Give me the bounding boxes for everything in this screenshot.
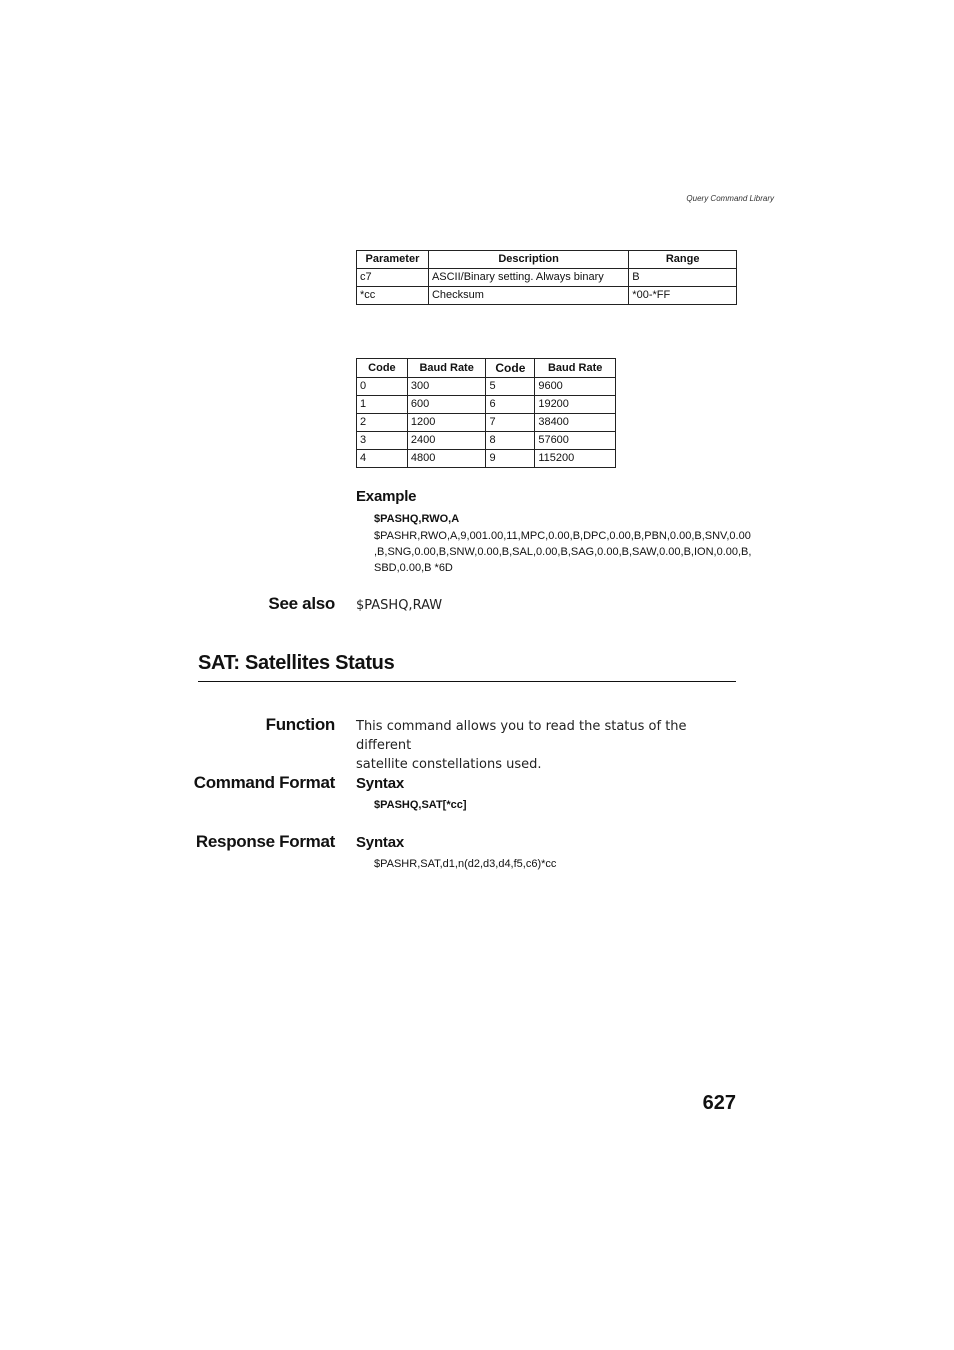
table-row: [357, 269, 737, 287]
example-command: $PASHQ,RWO,A: [374, 513, 460, 525]
response-syntax-heading: Syntax: [356, 834, 404, 851]
column-header: Range: [629, 251, 737, 269]
table-row: [357, 287, 737, 305]
table-cell: 4800: [407, 450, 486, 468]
response-syntax: $PASHR,SAT,d1,n(d2,d3,d4,f5,c6)*cc: [374, 858, 557, 870]
example-response-line: SBD,0.00,B *6D: [374, 562, 453, 574]
table-cell: 3: [357, 432, 408, 450]
see-also-value: $PASHQ,RAW: [356, 598, 443, 613]
table-cell: 2: [357, 414, 408, 432]
section-divider: [198, 681, 736, 682]
table-row: [357, 432, 616, 450]
table-row: [357, 450, 616, 468]
table-cell: 6: [486, 396, 535, 414]
table-cell: 1200: [407, 414, 486, 432]
parameter-table: [356, 250, 737, 305]
column-header: Parameter: [357, 251, 429, 269]
function-description: [356, 717, 741, 774]
function-line: satellite constellations used.: [356, 757, 542, 772]
table-cell: 38400: [535, 414, 616, 432]
table-cell: 300: [407, 378, 486, 396]
table-cell: 9600: [535, 378, 616, 396]
table-cell: 5: [486, 378, 535, 396]
page-number: 627: [702, 1092, 736, 1114]
function-line: This command allows you to read the status of the different: [356, 719, 687, 753]
baud-rate-table: [356, 358, 616, 468]
column-header: Baud Rate: [407, 359, 486, 378]
column-header: Baud Rate: [535, 359, 616, 378]
table-cell: 4: [357, 450, 408, 468]
table-cell: *cc: [357, 287, 429, 305]
table-cell: 600: [407, 396, 486, 414]
command-format-label: Command Format: [193, 773, 335, 792]
table-cell: 115200: [535, 450, 616, 468]
table-cell: 2400: [407, 432, 486, 450]
table-cell: 9: [486, 450, 535, 468]
example-response: [374, 528, 752, 576]
table-cell: 1: [357, 396, 408, 414]
table-header-row: [357, 251, 737, 269]
table-cell: ASCII/Binary setting. Always binary: [428, 269, 628, 287]
example-response-line: $PASHR,RWO,A,9,001.00,11,MPC,0.00,B,DPC,0.00,B,PBN,0.00,B,SNV,0.00: [374, 530, 751, 542]
table-cell: c7: [357, 269, 429, 287]
table-cell: Checksum: [428, 287, 628, 305]
example-response-line: ,B,SNG,0.00,B,SNW,0.00,B,SAL,0.00,B,SAG,0.00,B,SAW,0.00,B,ION,0.00,B,: [374, 546, 752, 558]
response-format-label: Response Format: [195, 832, 335, 851]
table-cell: 0: [357, 378, 408, 396]
section-title: SAT: Satellites Status: [198, 652, 395, 674]
table-cell: 57600: [535, 432, 616, 450]
function-label: Function: [265, 715, 335, 734]
table-row: [357, 378, 616, 396]
table-cell: 8: [486, 432, 535, 450]
table-cell: B: [629, 269, 737, 287]
running-header: Query Command Library: [686, 194, 774, 203]
command-syntax: $PASHQ,SAT[*cc]: [374, 799, 467, 811]
table-row: [357, 414, 616, 432]
column-header: Code: [357, 359, 408, 378]
table-row: [357, 396, 616, 414]
column-header: Description: [428, 251, 628, 269]
column-header: Code: [486, 359, 535, 378]
table-cell: 19200: [535, 396, 616, 414]
table-header-row: [357, 359, 616, 378]
example-heading: Example: [356, 488, 417, 505]
table-cell: *00-*FF: [629, 287, 737, 305]
table-cell: 7: [486, 414, 535, 432]
command-syntax-heading: Syntax: [356, 775, 404, 792]
see-also-label: See also: [268, 594, 335, 613]
